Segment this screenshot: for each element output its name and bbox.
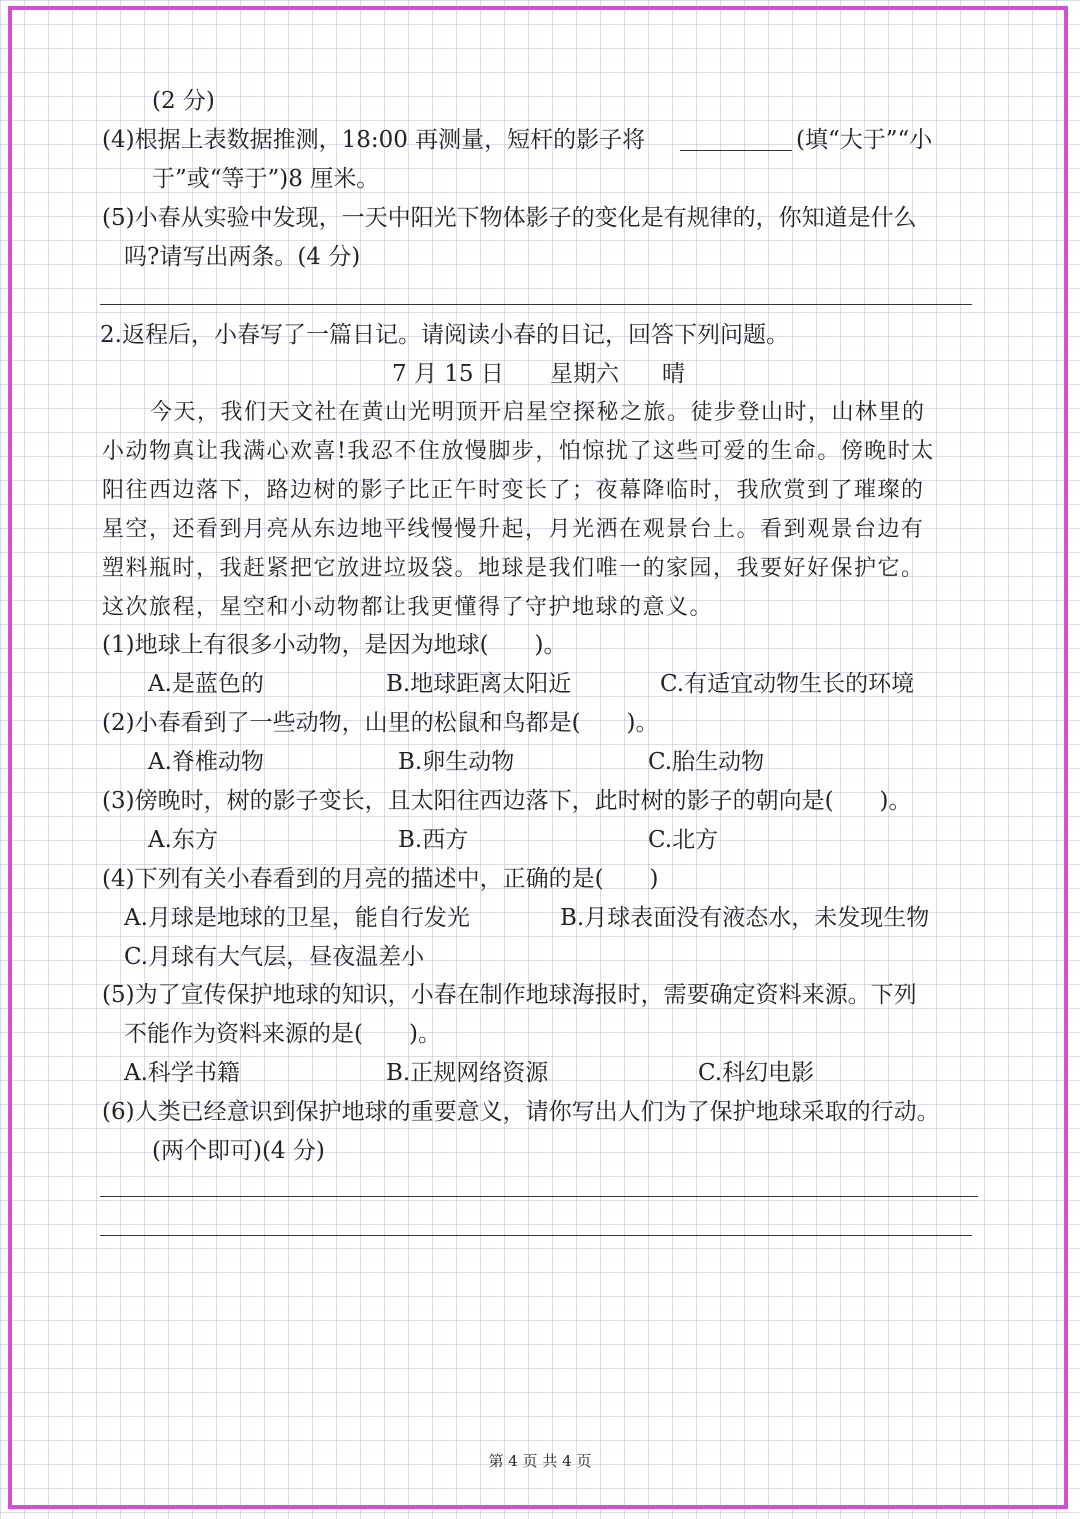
q2-sub5-option-b[interactable]: B.正规网络资源 xyxy=(386,1060,549,1086)
q2-sub2-option-c[interactable]: C.胎生动物 xyxy=(648,749,765,775)
q2-sub4-option-c[interactable]: C.月球有大气层，昼夜温差小 xyxy=(124,944,425,970)
diary-date: 7 月 15 日 xyxy=(392,361,504,387)
diary-line: 小动物真让我满心欢喜!我忍不住放慢脚步，怕惊扰了这些可爱的生命。傍晚时太 xyxy=(102,439,935,464)
diary-line: 塑料瓶时，我赶紧把它放进垃圾袋。地球是我们唯一的家园，我要好好保护它。 xyxy=(102,556,925,581)
diary-line: 阳往西边落下，路边树的影子比正午时变长了；夜幕降临时，我欣赏到了璀璨的 xyxy=(102,478,925,503)
diary-weather: 晴 xyxy=(662,361,685,387)
q2-sub2-option-a[interactable]: A.脊椎动物 xyxy=(148,749,264,775)
q1-part4-text-cont: (填“大于”“小 xyxy=(796,127,933,153)
q2-sub5-stem: (5)为了宣传保护地球的知识，小春在制作地球海报时，需要确定资料来源。下列 xyxy=(102,982,917,1008)
q2-sub1-option-a[interactable]: A.是蓝色的 xyxy=(148,671,264,697)
q2-sub3-option-c[interactable]: C.北方 xyxy=(648,827,719,853)
q2-sub5-option-a[interactable]: A.科学书籍 xyxy=(124,1060,240,1086)
q1-part5-text-line2: 吗?请写出两条。(4 分) xyxy=(124,244,361,270)
q1-part5-text: (5)小春从实验中发现，一天中阳光下物体影子的变化是有规律的，你知道是什么 xyxy=(102,205,917,231)
q2-sub1-option-b[interactable]: B.地球距离太阳近 xyxy=(386,671,572,697)
q2-sub3-option-a[interactable]: A.东方 xyxy=(148,827,218,853)
diary-weekday: 星期六 xyxy=(550,361,619,387)
q1-part4-text-line2: 于”或“等于”)8 厘米。 xyxy=(152,166,380,192)
q2-sub2-option-b[interactable]: B.卵生动物 xyxy=(398,749,515,775)
q1-part4-text: (4)根据上表数据推测，18:00 再测量，短杆的影子将 xyxy=(102,127,646,153)
q1-part3-score: (2 分) xyxy=(152,88,215,114)
q2-sub6-answer-line-2[interactable] xyxy=(100,1235,972,1236)
q2-sub2-stem: (2)小春看到了一些动物，山里的松鼠和鸟都是( )。 xyxy=(102,710,659,736)
q2-sub1-stem: (1)地球上有很多小动物，是因为地球( )。 xyxy=(102,632,567,658)
q2-intro: 2.返程后，小春写了一篇日记。请阅读小春的日记，回答下列问题。 xyxy=(100,322,789,348)
q1-part4-answer-blank[interactable] xyxy=(680,150,792,151)
q1-part5-answer-line[interactable] xyxy=(100,304,972,305)
q2-sub4-stem: (4)下列有关小春看到的月亮的描述中，正确的是( ) xyxy=(102,866,659,892)
q2-sub3-option-b[interactable]: B.西方 xyxy=(398,827,469,853)
q2-sub4-option-a[interactable]: A.月球是地球的卫星，能自行发光 xyxy=(124,905,470,931)
q2-sub6-stem-line2: (两个即可)(4 分) xyxy=(152,1138,325,1164)
q2-sub4-option-b[interactable]: B.月球表面没有液态水，未发现生物 xyxy=(560,905,930,931)
q2-sub6-stem: (6)人类已经意识到保护地球的重要意义，请你写出人们为了保护地球采取的行动。 xyxy=(102,1099,940,1125)
q2-sub5-option-c[interactable]: C.科幻电影 xyxy=(698,1060,815,1086)
page-footer: 第 4 页 共 4 页 xyxy=(488,1452,592,1470)
diary-line: 今天，我们天文社在黄山光明顶开启星空探秘之旅。徒步登山时，山林里的 xyxy=(150,400,926,425)
q2-sub5-stem-line2: 不能作为资料来源的是( )。 xyxy=(124,1021,441,1047)
diary-line: 星空，还看到月亮从东边地平线慢慢升起，月光洒在观景台上。看到观景台边有 xyxy=(102,517,925,542)
diary-line: 这次旅程，星空和小动物都让我更懂得了守护地球的意义。 xyxy=(102,595,714,620)
q2-sub3-stem: (3)傍晚时，树的影子变长，且太阳往西边落下，此时树的影子的朝向是( )。 xyxy=(102,788,912,814)
q2-sub6-answer-line-1[interactable] xyxy=(100,1196,978,1197)
q2-sub1-option-c[interactable]: C.有适宜动物生长的环境 xyxy=(660,671,915,697)
